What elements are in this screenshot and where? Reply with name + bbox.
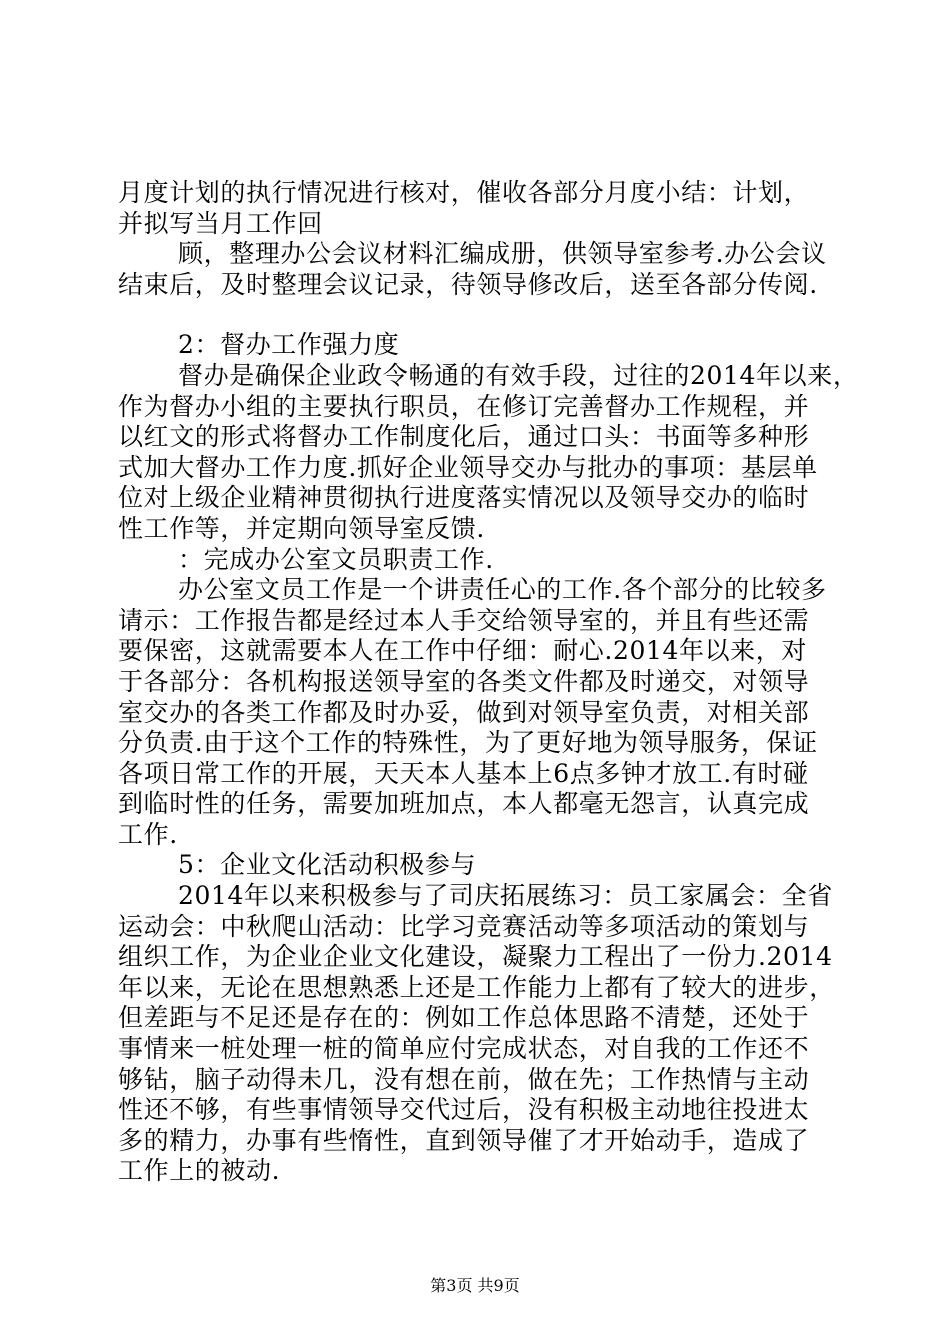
page-number: 第3页 共9页 [430, 1276, 520, 1295]
text-line: 2014年以来积极参与了司庆拓展练习：员工家属会：全省 [178, 881, 833, 911]
text-line: 但差距与不足还是存在的：例如工作总体思路不清楚，还处于 [118, 1003, 810, 1033]
text-line: 性还不够，有些事情领导交代过后，没有积极主动地往投进太 [118, 1095, 810, 1125]
text-line: 年以来，无论在思想熟悉上还是工作能力上都有了较大的进步， [118, 972, 835, 1002]
text-line: 要保密，这就需要本人在工作中仔细：耐心.2014年以来，对 [118, 636, 807, 666]
text-line: 位对上级企业精神贯彻执行进度落实情况以及领导交办的临时 [118, 483, 810, 513]
section-heading: 2：督办工作强力度 [178, 330, 400, 360]
text-line: 组织工作，为企业企业文化建设，凝聚力工程出了一份力.2014 [118, 942, 833, 972]
text-line: 办公室文员工作是一个讲责任心的工作.各个部分的比较多 [178, 575, 827, 605]
text-line: 并拟写当月工作回 [118, 208, 323, 238]
text-line: 结束后，及时整理会议记录，待领导修改后，送至各部分传阅. [118, 269, 818, 299]
body-text [118, 178, 859, 1187]
text-line: 以红文的形式将督办工作制度化后，通过口头：书面等多种形 [118, 422, 810, 452]
text-line: 性工作等，并定期向领导室反馈. [118, 513, 485, 543]
text-line: 各项日常工作的开展，天天本人基本上6点多钟才放工.有时碰 [118, 758, 809, 788]
text-line: 请示：工作报告都是经过本人手交给领导室的，并且有些还需 [118, 605, 810, 635]
text-line: 够钻，脑子动得未几，没有想在前，做在先；工作热情与主动 [118, 1064, 810, 1094]
text-line: 运动会：中秋爬山活动：比学习竞赛活动等多项活动的策划与 [118, 911, 810, 941]
text-line: 工作. [118, 819, 178, 849]
paragraph-gap [118, 300, 840, 330]
text-line: 到临时性的任务，需要加班加点，本人都毫无怨言，认真完成 [118, 789, 810, 819]
text-line: 顾，整理办公会议材料汇编成册，供领导室参考.办公会议 [178, 239, 827, 269]
text-line: 多的精力，办事有些惰性，直到领导催了才开始动手，造成了 [118, 1125, 810, 1155]
section-heading: 5：企业文化活动积极参与 [178, 850, 477, 880]
text-line: 作为督办小组的主要执行职员，在修订完善督办工作规程，并 [118, 391, 810, 421]
text-line: 工作上的被动. [118, 1156, 281, 1186]
text-line: 月度计划的执行情况进行核对，催收各部分月度小结：计划， [118, 178, 810, 207]
text-line: 事情来一桩处理一桩的简单应付完成状态，对自我的工作还不 [118, 1034, 810, 1064]
text-line: 分负责.由于这个工作的特殊性，为了更好地为领导服务，保证 [118, 728, 818, 758]
text-line: 式加大督办工作力度.抓好企业领导交办与批办的事项：基层单 [118, 452, 818, 482]
text-line: 督办是确保企业政令畅通的有效手段，过往的2014年以来， [178, 360, 859, 390]
section-heading: ：完成办公室文员职责工作. [178, 544, 494, 574]
text-line: 室交办的各类工作都及时办妥，做到对领导室负责，对相关部 [118, 697, 810, 727]
text-line: 于各部分：各机构报送领导室的各类文件都及时递交，对领导 [118, 666, 810, 696]
